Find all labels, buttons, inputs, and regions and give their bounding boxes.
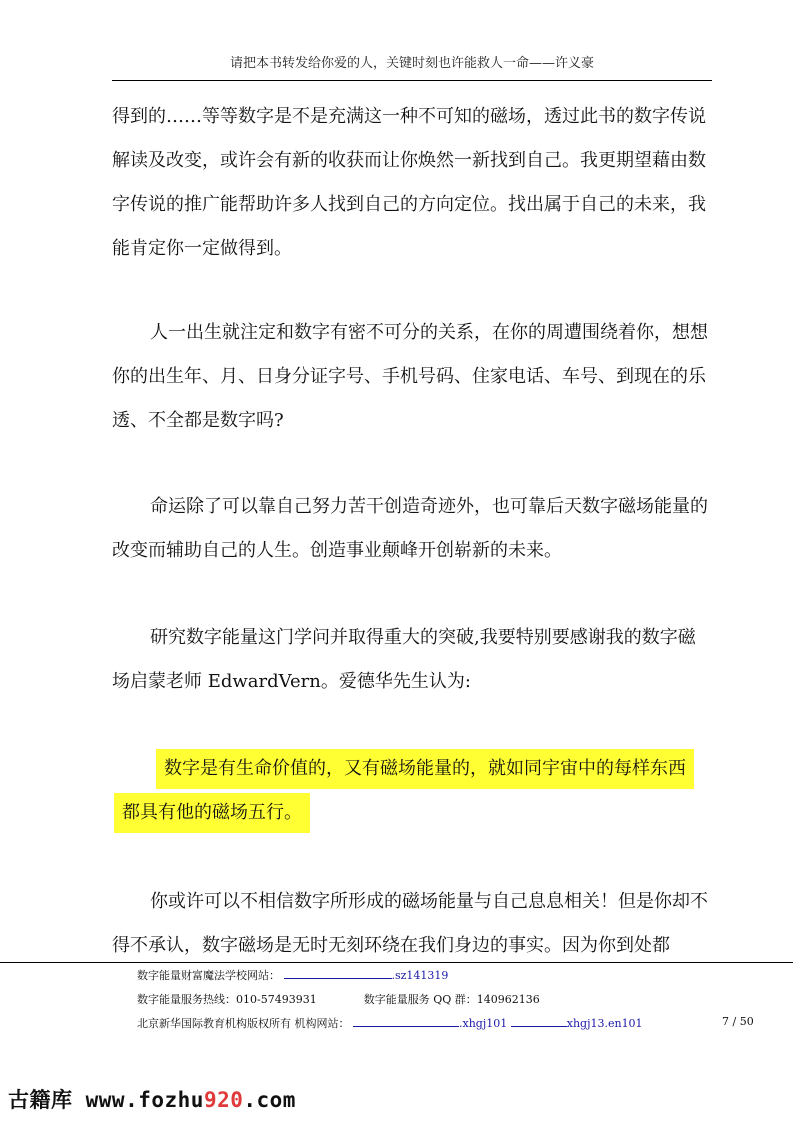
institution-website-link[interactable]: .xhgj101	[459, 1017, 508, 1030]
school-website-link[interactable]: .sz141319	[391, 969, 449, 982]
site-watermark	[8, 1084, 296, 1114]
link-underline	[353, 1016, 459, 1027]
footer-copyright: 北京新华国际教育机构版权所有 机构网站：	[137, 1017, 350, 1030]
watermark-suffix: .com	[243, 1088, 296, 1112]
paragraph-1	[112, 95, 712, 271]
institution-website-link-2[interactable]: xhgj13.en101	[566, 1017, 643, 1030]
footer-line-contact	[137, 991, 540, 1007]
paragraph-5	[112, 880, 712, 968]
footer-qq-group: 数字能量服务 QQ 群：140962136	[363, 993, 540, 1006]
watermark-prefix: 古籍库 www.fozhu	[8, 1088, 204, 1112]
paragraph-text: 你或许可以不相信数字所形成的磁场能量与自己息息相关！但是你却不得不承认，数字磁场是无时无刻环绕在我们身边的事实。因为你到处都	[112, 891, 708, 956]
footer-line-website	[137, 967, 448, 983]
link-underline	[284, 968, 392, 979]
paragraph-3	[112, 485, 712, 573]
paragraph-text: 得到的……等等数字是不是充满这一种不可知的磁场，透过此书的数字传说解读及改变，或许会有新的收获而让你焕然一新找到自己。我更期望藉由数字传说的推广能帮助许多人找到自己的方向定位。找出属于自己的未来，我能肯定你一定做得到。	[112, 106, 706, 259]
footer-line-copyright	[137, 1015, 643, 1031]
paragraph-4	[112, 616, 712, 704]
paragraph-text: 命运除了可以靠自己努力苦干创造奇迹外，也可靠后天数字磁场能量的改变而辅助自己的人生。创造事业颠峰开创崭新的未来。	[112, 496, 708, 561]
footer-divider	[0, 962, 793, 963]
link-underline	[511, 1016, 567, 1027]
quote-line-2: 都具有他的磁场五行。	[114, 793, 310, 833]
paragraph-text: 人一出生就注定和数字有密不可分的关系，在你的周遭围绕着你，想想你的出生年、月、日身分证字号、手机号码、住家电话、车号、到现在的乐透、不全都是数字吗?	[112, 322, 708, 431]
paragraph-2	[112, 311, 712, 443]
header-divider	[112, 80, 712, 81]
quote-line-1: 数字是有生命价值的，又有磁场能量的，就如同宇宙中的每样东西	[156, 749, 694, 789]
footer-hotline: 数字能量服务热线：010-57493931	[137, 993, 317, 1006]
footer-website-label: 数字能量财富魔法学校网站：	[137, 969, 280, 982]
page-header: 请把本书转发给你爱的人，关键时刻也许能救人一命——许义豪	[229, 56, 594, 71]
paragraph-text: 研究数字能量这门学问并取得重大的突破,我要特别要感谢我的数字磁场启蒙老师 EdwardVern。爱德华先生认为:	[112, 627, 696, 692]
watermark-accent: 920	[203, 1088, 244, 1112]
page-number: 7 / 50	[722, 1015, 754, 1028]
